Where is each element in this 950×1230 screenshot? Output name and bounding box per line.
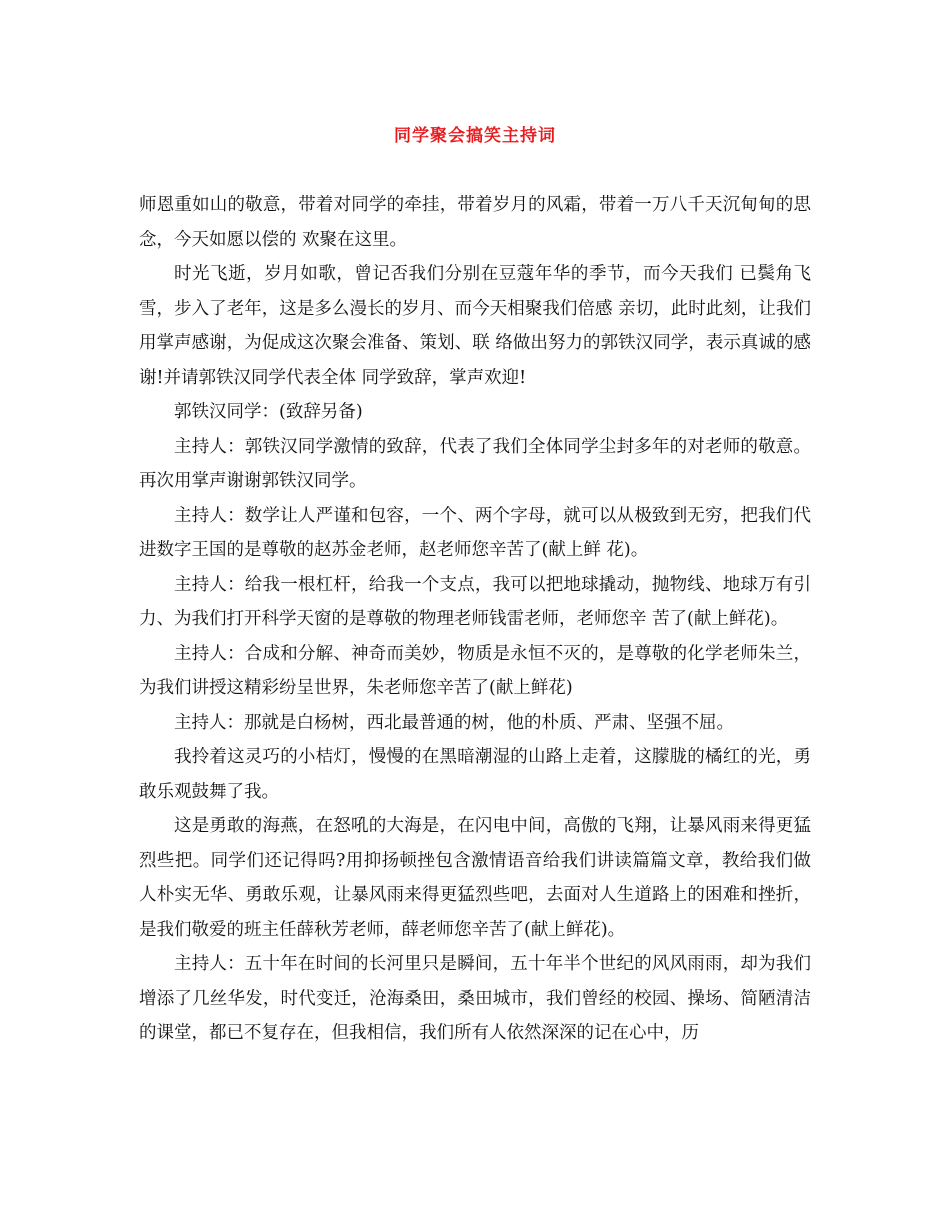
paragraph: 我拎着这灵巧的小桔灯，慢慢的在黑暗潮湿的山路上走着，这朦胧的橘红的光，勇敢乐观鼓舞了我。 <box>139 747 811 802</box>
paragraph: 主持人：合成和分解、神奇而美妙，物质是永恒不灭的，是尊敬的化学老师朱兰，为我们讲授这精彩纷呈世界，朱老师您辛苦了(献上鲜花) <box>139 643 811 698</box>
paragraph: 时光飞逝，岁月如歌，曾记否我们分别在豆蔻年华的季节，而今天我们 已鬓角飞雪，步入了老年，这是多么漫长的岁月、而今天相聚我们倍感 亲切，此时此刻，让我们用掌声感谢，为促成这次聚会准备、策划、联 络做出努力的郭铁汉同学，表示真诚的感谢!并请郭铁汉同学代表全体 同学致辞，掌声欢迎! <box>139 264 811 388</box>
paragraph: 主持人：那就是白杨树，西北最普通的树，他的朴质、严肃、坚强不屈。 <box>174 712 734 733</box>
paragraph: 主持人：给我一根杠杆，给我一个支点，我可以把地球撬动，抛物线、地球万有引力、为我们打开科学天窗的是尊敬的物理老师钱雷老师，老师您辛 苦了(献上鲜花)。 <box>139 574 811 629</box>
paragraph: 这是勇敢的海燕，在怒吼的大海是，在闪电中间，高傲的飞翔，让暴风雨来得更猛烈些把。同学们还记得吗?用抑扬顿挫包含激情语音给我们讲读篇篇文章，教给我们做人朴实无华、勇敢乐观，让暴风雨来得更猛烈些吧，去面对人生道路上的困难和挫折，是我们敬爱的班主任薛秋芳老师，薛老师您辛苦了(献上鲜花)。 <box>139 816 811 940</box>
document-title: 同学聚会搞笑主持词 <box>394 126 556 146</box>
document-body <box>139 188 811 1051</box>
paragraph: 郭铁汉同学：(致辞另备) <box>174 402 363 422</box>
paragraph: 主持人：五十年在时间的长河里只是瞬间，五十年半个世纪的风风雨雨，却为我们增添了几丝华发，时代变迁，沧海桑田，桑田城市，我们曾经的校园、操场、简陋清洁的课堂，都已不复存在，但我相信，我们所有人依然深深的记在心中，历 <box>139 954 811 1043</box>
paragraph: 师恩重如山的敬意，带着对同学的牵挂，带着岁月的风霜，带着一万八千天沉甸甸的思念，今天如愿以偿的 欢聚在这里。 <box>139 195 811 250</box>
paragraph: 主持人：数学让人严谨和包容，一个、两个字母，就可以从极致到无穷，把我们代进数字王国的是尊敬的赵苏金老师，赵老师您辛苦了(献上鲜 花)。 <box>139 505 811 560</box>
paragraph: 主持人：郭铁汉同学激情的致辞，代表了我们全体同学尘封多年的对老师的敬意。再次用掌声谢谢郭铁汉同学。 <box>139 436 811 491</box>
